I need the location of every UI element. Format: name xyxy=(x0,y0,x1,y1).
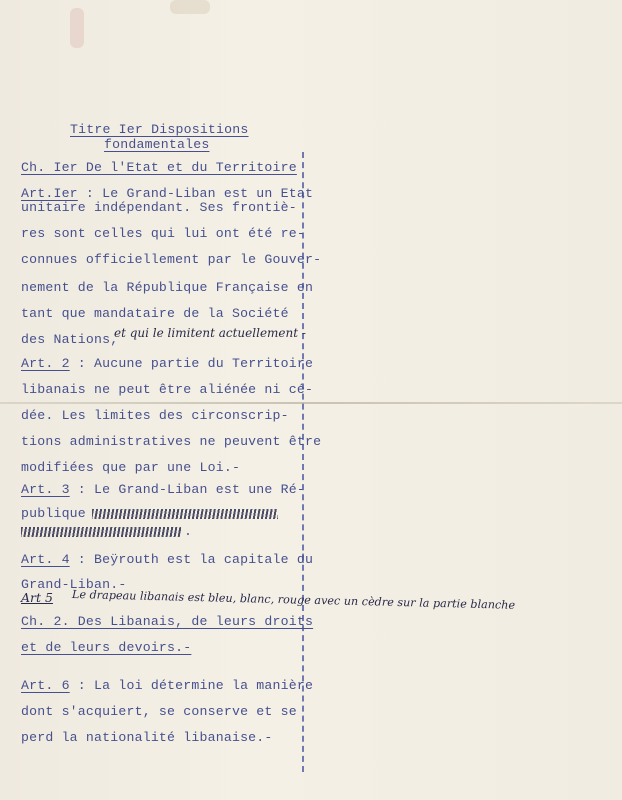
art5-handwritten-text: Le drapeau libanais est bleu, blanc, rouge avec un cèdre sur la partie blanche xyxy=(71,588,516,612)
stain-mark-top xyxy=(170,0,210,14)
art1-line-1 xyxy=(21,186,313,201)
art3-text-1: : Le Grand-Liban est une Ré- xyxy=(69,482,305,497)
art1-line-4: connues officiellement par le Gouver- xyxy=(21,252,322,267)
art3-line-1 xyxy=(21,482,305,497)
art1-line-6: tant que mandataire de la Société xyxy=(21,306,289,321)
art1-handwritten-addition: et qui le limitent actuellement - xyxy=(114,326,306,340)
art1-text-7: des Nations, xyxy=(21,332,119,347)
art2-label: Art. 2 xyxy=(21,356,70,371)
art2-line-1 xyxy=(21,356,313,371)
art4-label: Art. 4 xyxy=(21,552,70,567)
art6-line-2: dont s'acquiert, se conserve et se xyxy=(21,704,297,719)
fold-crease xyxy=(0,402,622,404)
art6-line-1 xyxy=(21,678,313,693)
art4-line-1 xyxy=(21,552,313,567)
art3-line-3: . xyxy=(184,524,193,539)
title-line-1: Titre Ier Dispositions xyxy=(70,122,249,137)
art4-text-1: : Beÿrouth est la capitale du xyxy=(69,552,314,567)
art3-label: Art. 3 xyxy=(21,482,70,497)
chapter-2-heading-line-2: et de leurs devoirs.- xyxy=(21,640,192,655)
art2-line-2: libanais ne peut être aliénée ni cé- xyxy=(21,382,314,397)
art6-label: Art. 6 xyxy=(21,678,70,693)
art6-line-3: perd la nationalité libanaise.- xyxy=(21,730,273,745)
title-line-2: fondamentales xyxy=(104,137,210,152)
chapter-2-heading-line-1: Ch. 2. Des Libanais, de leurs droits xyxy=(21,614,314,629)
chapter-1-heading: Ch. Ier De l'Etat et du Territoire xyxy=(21,160,297,175)
art1-text-1: : Le Grand-Liban est un Etat xyxy=(77,186,314,201)
art4-line-2: Grand-Liban.- xyxy=(21,577,127,592)
strikethrough-scribble-1 xyxy=(92,509,278,519)
art1-label: Art.Ier xyxy=(21,186,78,201)
stain-mark xyxy=(70,8,84,48)
art2-line-5: modifiées que par une Loi.- xyxy=(21,460,241,475)
art1-line-3: res sont celles qui lui ont été re- xyxy=(21,226,305,241)
art3-line-2: publique xyxy=(21,506,86,521)
art5-handwritten-label: Art 5 xyxy=(21,590,53,605)
art2-text-1: : Aucune partie du Territoire xyxy=(69,356,314,371)
art1-line-2: unitaire indépendant. Ses frontiè- xyxy=(21,200,297,215)
art1-line-5: nement de la République Française en xyxy=(21,280,314,295)
art2-line-3: dée. Les limites des circonscrip- xyxy=(21,408,289,423)
art6-text-1: : La loi détermine la manière xyxy=(69,678,314,693)
strikethrough-scribble-2 xyxy=(21,527,181,537)
art1-line-7 xyxy=(21,332,118,347)
art2-line-4: tions administratives ne peuvent être xyxy=(21,434,322,449)
